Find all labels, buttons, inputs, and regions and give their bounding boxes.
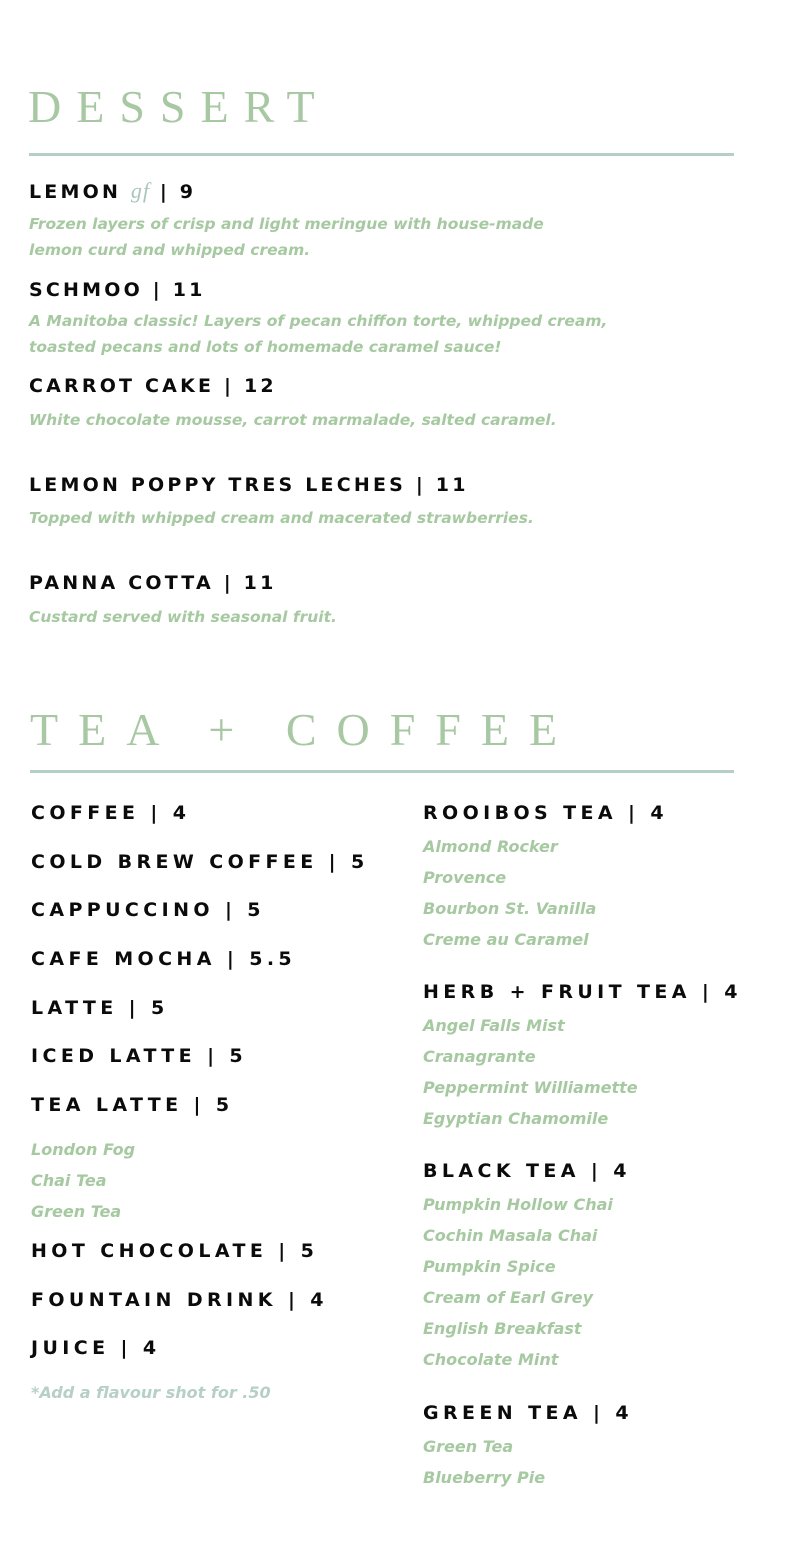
option-item: Green Tea bbox=[31, 1202, 122, 1221]
rooibos-tea-options bbox=[423, 831, 596, 955]
option-item: Almond Rocker bbox=[423, 837, 558, 856]
menu-item-panna-cotta: PANNA COTTA | 11 bbox=[29, 572, 277, 594]
item-description: White chocolate mousse, carrot marmalade, salted caramel. bbox=[29, 411, 557, 429]
menu-item-black-tea: BLACK TEA | 4 bbox=[423, 1160, 631, 1182]
item-description: Custard served with seasonal fruit. bbox=[29, 608, 337, 626]
option-item: Green Tea bbox=[423, 1437, 514, 1456]
menu-item-coffee: COFFEE | 4 bbox=[31, 802, 191, 824]
menu-item-hot-chocolate: HOT CHOCOLATE | 5 bbox=[31, 1240, 319, 1262]
menu-item-iced-latte: ICED LATTE | 5 bbox=[31, 1045, 248, 1067]
black-tea-options bbox=[423, 1189, 613, 1375]
menu-item-carrot-cake: CARROT CAKE | 12 bbox=[29, 375, 277, 397]
option-item: Angel Falls Mist bbox=[423, 1016, 565, 1035]
item-description: A Manitoba classic! Layers of pecan chiffon torte, whipped cream, bbox=[29, 312, 608, 330]
menu-item-tea-latte: TEA LATTE | 5 bbox=[31, 1094, 234, 1116]
option-item: Pumpkin Hollow Chai bbox=[423, 1195, 613, 1214]
section-title-tea-coffee: TEA + COFFEE bbox=[30, 704, 578, 755]
option-item: Cream of Earl Grey bbox=[423, 1288, 594, 1307]
item-description: toasted pecans and lots of homemade caramel sauce! bbox=[29, 338, 502, 356]
dessert-divider bbox=[29, 153, 734, 156]
menu-item-cold-brew-coffee: COLD BREW COFFEE | 5 bbox=[31, 851, 369, 873]
option-item: English Breakfast bbox=[423, 1319, 582, 1338]
menu-item-latte: LATTE | 5 bbox=[31, 997, 169, 1019]
herb-fruit-tea-options bbox=[423, 1010, 638, 1134]
option-item: Blueberry Pie bbox=[423, 1468, 546, 1487]
menu-item-cafe-mocha: CAFE MOCHA | 5.5 bbox=[31, 948, 297, 970]
menu-item-herb-fruit-tea: HERB + FRUIT TEA | 4 bbox=[423, 981, 742, 1003]
option-item: London Fog bbox=[31, 1140, 136, 1159]
option-item: Creme au Caramel bbox=[423, 930, 589, 949]
menu-item-juice: JUICE | 4 bbox=[31, 1337, 161, 1359]
menu-item-schmoo: SCHMOO | 11 bbox=[29, 279, 206, 301]
option-item: Cranagrante bbox=[423, 1047, 536, 1066]
menu-item-green-tea: GREEN TEA | 4 bbox=[423, 1402, 633, 1424]
menu-item-cappuccino: CAPPUCCINO | 5 bbox=[31, 899, 265, 921]
item-description: lemon curd and whipped cream. bbox=[29, 241, 311, 259]
menu-item-lemon bbox=[29, 179, 196, 204]
gluten-free-tag: gf bbox=[130, 178, 150, 203]
option-item: Provence bbox=[423, 868, 507, 887]
menu-item-fountain-drink: FOUNTAIN DRINK | 4 bbox=[31, 1289, 328, 1311]
menu-item-lemon-poppy-tres-leches: LEMON POPPY TRES LECHES | 11 bbox=[29, 474, 469, 496]
flavour-shot-note: *Add a flavour shot for .50 bbox=[31, 1383, 271, 1402]
option-item: Pumpkin Spice bbox=[423, 1257, 556, 1276]
green-tea-options bbox=[423, 1431, 545, 1493]
item-name: LEMON bbox=[29, 181, 122, 203]
tea-coffee-divider bbox=[30, 770, 734, 773]
option-item: Bourbon St. Vanilla bbox=[423, 899, 597, 918]
option-item: Chocolate Mint bbox=[423, 1350, 559, 1369]
option-item: Peppermint Williamette bbox=[423, 1078, 638, 1097]
option-item: Chai Tea bbox=[31, 1171, 107, 1190]
menu-item-rooibos-tea: ROOIBOS TEA | 4 bbox=[423, 802, 668, 824]
option-item: Cochin Masala Chai bbox=[423, 1226, 598, 1245]
item-description: Frozen layers of crisp and light meringue with house-made bbox=[29, 215, 544, 233]
option-item: Egyptian Chamomile bbox=[423, 1109, 609, 1128]
section-title-dessert: DESSERT bbox=[28, 81, 330, 132]
item-price: | 9 bbox=[159, 181, 197, 203]
tea-latte-options bbox=[31, 1134, 135, 1227]
item-description: Topped with whipped cream and macerated strawberries. bbox=[29, 509, 534, 527]
